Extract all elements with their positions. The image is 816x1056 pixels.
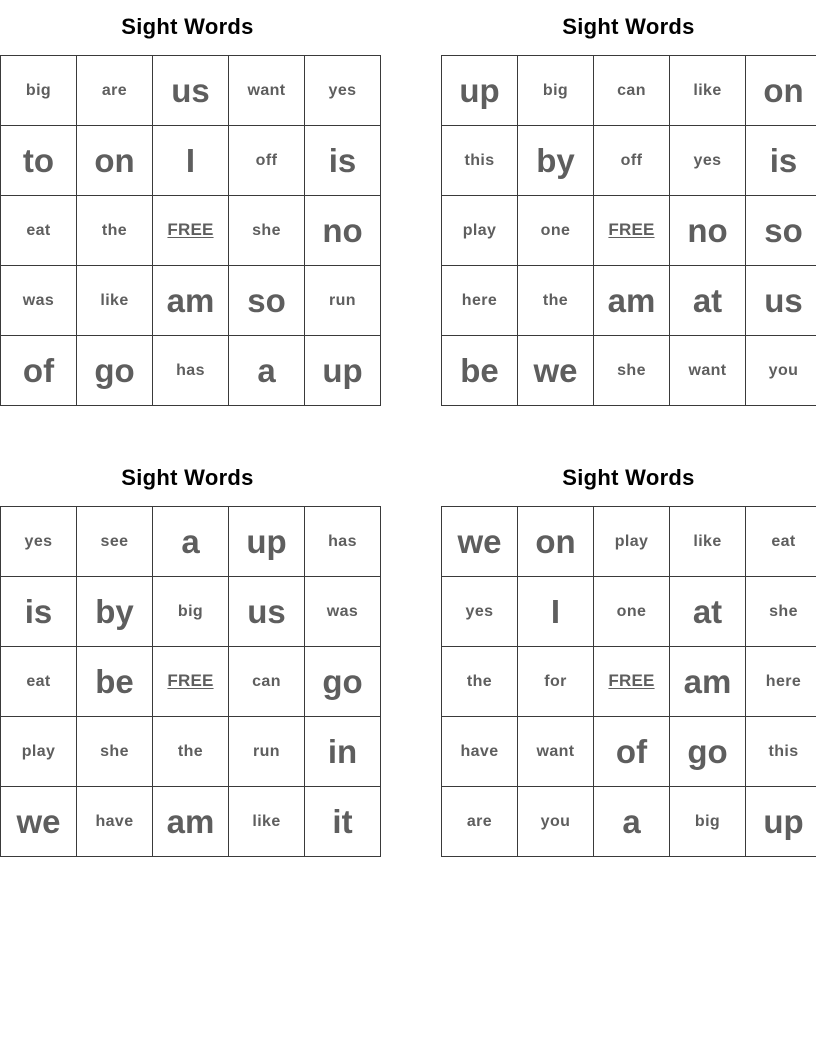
sight-word: off bbox=[255, 151, 278, 169]
word-cell bbox=[746, 647, 816, 717]
grid-row bbox=[442, 56, 816, 126]
free-space-label: FREE bbox=[167, 670, 214, 690]
sight-word: eat bbox=[26, 672, 51, 690]
sight-word: yes bbox=[693, 151, 722, 169]
sight-word: want bbox=[536, 742, 575, 760]
word-cell bbox=[77, 56, 153, 126]
word-cell bbox=[518, 126, 594, 196]
word-cell bbox=[77, 266, 153, 336]
bingo-card bbox=[441, 0, 816, 406]
sight-word: the bbox=[177, 742, 204, 760]
word-cell bbox=[305, 126, 381, 196]
word-cell bbox=[746, 336, 816, 406]
sight-word: she bbox=[252, 221, 281, 239]
sight-word: big bbox=[542, 81, 569, 99]
grid-row bbox=[442, 126, 816, 196]
sight-word: be bbox=[95, 662, 134, 700]
sight-word: we bbox=[533, 351, 578, 389]
sight-word: it bbox=[332, 802, 353, 840]
sight-word: here bbox=[765, 672, 802, 690]
grid-row bbox=[1, 787, 381, 857]
word-cell bbox=[594, 787, 670, 857]
word-cell bbox=[305, 647, 381, 717]
sight-word: the bbox=[466, 672, 493, 690]
sight-word: to bbox=[22, 141, 55, 179]
sight-word: yes bbox=[328, 81, 357, 99]
sight-word: so bbox=[247, 281, 286, 319]
word-cell bbox=[153, 787, 229, 857]
word-cell bbox=[305, 56, 381, 126]
word-cell bbox=[670, 196, 746, 266]
free-space-cell bbox=[153, 196, 229, 266]
grid-row bbox=[442, 647, 816, 717]
sight-word: up bbox=[322, 351, 363, 389]
sight-word: is bbox=[328, 141, 357, 179]
sight-word: big bbox=[25, 81, 52, 99]
sight-word: I bbox=[185, 141, 196, 179]
sight-word: on bbox=[94, 141, 135, 179]
sight-word: we bbox=[457, 522, 502, 560]
sight-word: up bbox=[246, 522, 287, 560]
word-cell bbox=[670, 266, 746, 336]
word-cell bbox=[670, 577, 746, 647]
word-cell bbox=[518, 266, 594, 336]
sight-word: no bbox=[322, 211, 363, 249]
word-cell bbox=[1, 336, 77, 406]
grid-row bbox=[1, 717, 381, 787]
word-cell bbox=[153, 266, 229, 336]
word-cell bbox=[77, 577, 153, 647]
word-cell bbox=[153, 577, 229, 647]
grid-row bbox=[442, 196, 816, 266]
word-cell bbox=[442, 266, 518, 336]
word-cell bbox=[746, 577, 816, 647]
free-space-cell bbox=[594, 647, 670, 717]
sight-word: go bbox=[322, 662, 363, 700]
sight-word: have bbox=[460, 742, 499, 760]
word-cell bbox=[1, 647, 77, 717]
card-title-text: Sight Words bbox=[562, 465, 695, 490]
sight-word: she bbox=[617, 361, 646, 379]
word-cell bbox=[77, 336, 153, 406]
word-cell bbox=[305, 507, 381, 577]
word-cell bbox=[229, 577, 305, 647]
grid-row bbox=[1, 507, 381, 577]
word-cell bbox=[670, 647, 746, 717]
word-cell bbox=[229, 266, 305, 336]
word-cell bbox=[1, 577, 77, 647]
word-cell bbox=[746, 717, 816, 787]
grid-row bbox=[1, 56, 381, 126]
word-cell bbox=[746, 266, 816, 336]
sight-word: I bbox=[550, 592, 561, 630]
sight-word: up bbox=[763, 802, 804, 840]
sight-word: has bbox=[176, 361, 205, 379]
word-cell bbox=[153, 507, 229, 577]
grid-row bbox=[1, 196, 381, 266]
sight-word: a bbox=[181, 522, 200, 560]
sight-word: us bbox=[764, 281, 803, 319]
bingo-card bbox=[0, 0, 375, 406]
sight-word: yes bbox=[24, 532, 53, 550]
sight-word: big bbox=[694, 812, 721, 830]
grid-row bbox=[1, 577, 381, 647]
sight-word: is bbox=[24, 592, 53, 630]
sight-word: the bbox=[542, 291, 569, 309]
word-cell bbox=[229, 196, 305, 266]
sight-word: off bbox=[620, 151, 643, 169]
word-cell bbox=[229, 647, 305, 717]
word-cell bbox=[153, 126, 229, 196]
sight-word: is bbox=[769, 141, 798, 179]
word-cell bbox=[442, 56, 518, 126]
sight-word: here bbox=[461, 291, 498, 309]
word-cell bbox=[77, 126, 153, 196]
sight-word: can bbox=[252, 672, 281, 690]
sight-word: at bbox=[692, 592, 723, 630]
word-cell bbox=[1, 507, 77, 577]
grid-row bbox=[1, 126, 381, 196]
word-cell bbox=[442, 336, 518, 406]
sight-word: go bbox=[687, 732, 728, 770]
sight-word: be bbox=[460, 351, 499, 389]
sight-word: she bbox=[769, 602, 798, 620]
word-cell bbox=[594, 507, 670, 577]
sight-word: in bbox=[327, 732, 358, 770]
grid-row bbox=[1, 647, 381, 717]
word-cell bbox=[670, 787, 746, 857]
sight-word: by bbox=[95, 592, 134, 630]
word-grid bbox=[0, 506, 381, 857]
sight-word: by bbox=[536, 141, 575, 179]
sight-word: you bbox=[768, 361, 799, 379]
sight-word: on bbox=[535, 522, 576, 560]
word-cell bbox=[305, 787, 381, 857]
word-cell bbox=[1, 196, 77, 266]
word-cell bbox=[442, 577, 518, 647]
sight-word: go bbox=[94, 351, 135, 389]
word-cell bbox=[1, 56, 77, 126]
sight-word: of bbox=[22, 351, 55, 389]
sight-word: a bbox=[622, 802, 641, 840]
grid-row bbox=[1, 266, 381, 336]
sight-word: up bbox=[459, 71, 500, 109]
sight-word: are bbox=[101, 81, 128, 99]
sight-word: us bbox=[171, 71, 210, 109]
word-cell bbox=[518, 717, 594, 787]
word-cell bbox=[229, 126, 305, 196]
word-grid bbox=[441, 506, 816, 857]
sight-word: are bbox=[466, 812, 493, 830]
word-cell bbox=[77, 787, 153, 857]
sight-word: for bbox=[544, 672, 567, 690]
sight-word: one bbox=[540, 221, 571, 239]
sight-word: am bbox=[607, 281, 656, 319]
word-cell bbox=[1, 717, 77, 787]
word-cell bbox=[153, 336, 229, 406]
sight-word: at bbox=[692, 281, 723, 319]
word-cell bbox=[229, 787, 305, 857]
bingo-card bbox=[441, 451, 816, 857]
bingo-card bbox=[0, 451, 375, 857]
sight-word: like bbox=[693, 532, 722, 550]
grid-row bbox=[442, 787, 816, 857]
sight-word: no bbox=[687, 211, 728, 249]
word-cell bbox=[518, 56, 594, 126]
sight-word: this bbox=[768, 742, 799, 760]
sight-word: want bbox=[688, 361, 727, 379]
card-title-text: Sight Words bbox=[121, 14, 254, 39]
sight-word: can bbox=[617, 81, 646, 99]
word-cell bbox=[1, 787, 77, 857]
sight-word: was bbox=[326, 602, 359, 620]
word-cell bbox=[305, 266, 381, 336]
sight-word: see bbox=[100, 532, 129, 550]
word-cell bbox=[153, 717, 229, 787]
sight-word: eat bbox=[26, 221, 51, 239]
sight-word: play bbox=[21, 742, 56, 760]
sight-word: want bbox=[247, 81, 286, 99]
word-cell bbox=[746, 196, 816, 266]
word-cell bbox=[594, 56, 670, 126]
word-cell bbox=[1, 266, 77, 336]
free-space-label: FREE bbox=[167, 219, 214, 239]
sight-word: you bbox=[540, 812, 571, 830]
word-cell bbox=[518, 577, 594, 647]
sight-word: us bbox=[247, 592, 286, 630]
sight-word: am bbox=[166, 281, 215, 319]
sight-word: like bbox=[693, 81, 722, 99]
sight-word: play bbox=[462, 221, 497, 239]
sight-word: we bbox=[16, 802, 61, 840]
free-space-cell bbox=[153, 647, 229, 717]
card-title bbox=[0, 451, 375, 506]
sight-word: run bbox=[253, 742, 280, 760]
sight-word: yes bbox=[465, 602, 494, 620]
word-cell bbox=[746, 56, 816, 126]
word-cell bbox=[594, 717, 670, 787]
word-cell bbox=[229, 717, 305, 787]
sight-word: like bbox=[252, 812, 281, 830]
word-cell bbox=[518, 507, 594, 577]
sight-word: the bbox=[101, 221, 128, 239]
grid-row bbox=[442, 336, 816, 406]
word-cell bbox=[442, 126, 518, 196]
free-space-cell bbox=[594, 196, 670, 266]
sight-word: a bbox=[257, 351, 276, 389]
word-grid bbox=[441, 55, 816, 406]
word-cell bbox=[518, 196, 594, 266]
word-cell bbox=[746, 507, 816, 577]
sight-word: on bbox=[763, 71, 804, 109]
grid-row bbox=[442, 577, 816, 647]
grid-row bbox=[442, 507, 816, 577]
sight-word: big bbox=[177, 602, 204, 620]
sight-word: run bbox=[329, 291, 356, 309]
free-space-label: FREE bbox=[608, 219, 655, 239]
word-cell bbox=[594, 266, 670, 336]
grid-row bbox=[442, 266, 816, 336]
word-cell bbox=[442, 196, 518, 266]
word-cell bbox=[442, 717, 518, 787]
card-title bbox=[0, 0, 375, 55]
sight-word: was bbox=[22, 291, 55, 309]
card-title bbox=[441, 0, 816, 55]
sight-word: have bbox=[95, 812, 134, 830]
sight-word: play bbox=[614, 532, 649, 550]
word-cell bbox=[670, 717, 746, 787]
word-cell bbox=[746, 787, 816, 857]
sight-word: has bbox=[328, 532, 357, 550]
word-cell bbox=[77, 647, 153, 717]
card-title-text: Sight Words bbox=[121, 465, 254, 490]
grid-row bbox=[1, 336, 381, 406]
word-cell bbox=[670, 507, 746, 577]
word-cell bbox=[305, 717, 381, 787]
card-title-text: Sight Words bbox=[562, 14, 695, 39]
word-cell bbox=[153, 56, 229, 126]
grid-row bbox=[442, 717, 816, 787]
word-cell bbox=[670, 336, 746, 406]
word-cell bbox=[746, 126, 816, 196]
word-cell bbox=[305, 196, 381, 266]
word-cell bbox=[594, 577, 670, 647]
sight-word: am bbox=[683, 662, 732, 700]
sight-word: this bbox=[464, 151, 495, 169]
sight-word: like bbox=[100, 291, 129, 309]
word-cell bbox=[77, 717, 153, 787]
word-cell bbox=[442, 507, 518, 577]
word-cell bbox=[229, 56, 305, 126]
word-cell bbox=[229, 336, 305, 406]
word-cell bbox=[518, 336, 594, 406]
sight-word: eat bbox=[771, 532, 796, 550]
word-cell bbox=[77, 507, 153, 577]
sight-word: so bbox=[764, 211, 803, 249]
word-cell bbox=[305, 336, 381, 406]
card-title bbox=[441, 451, 816, 506]
sight-word: of bbox=[615, 732, 648, 770]
word-cell bbox=[229, 507, 305, 577]
word-cell bbox=[1, 126, 77, 196]
free-space-label: FREE bbox=[608, 670, 655, 690]
sight-word: she bbox=[100, 742, 129, 760]
word-cell bbox=[594, 336, 670, 406]
word-cell bbox=[77, 196, 153, 266]
word-cell bbox=[442, 647, 518, 717]
word-cell bbox=[670, 126, 746, 196]
sight-word: am bbox=[166, 802, 215, 840]
word-cell bbox=[305, 577, 381, 647]
sight-word: one bbox=[616, 602, 647, 620]
word-cell bbox=[518, 787, 594, 857]
word-cell bbox=[518, 647, 594, 717]
word-cell bbox=[670, 56, 746, 126]
word-grid bbox=[0, 55, 381, 406]
word-cell bbox=[442, 787, 518, 857]
word-cell bbox=[594, 126, 670, 196]
